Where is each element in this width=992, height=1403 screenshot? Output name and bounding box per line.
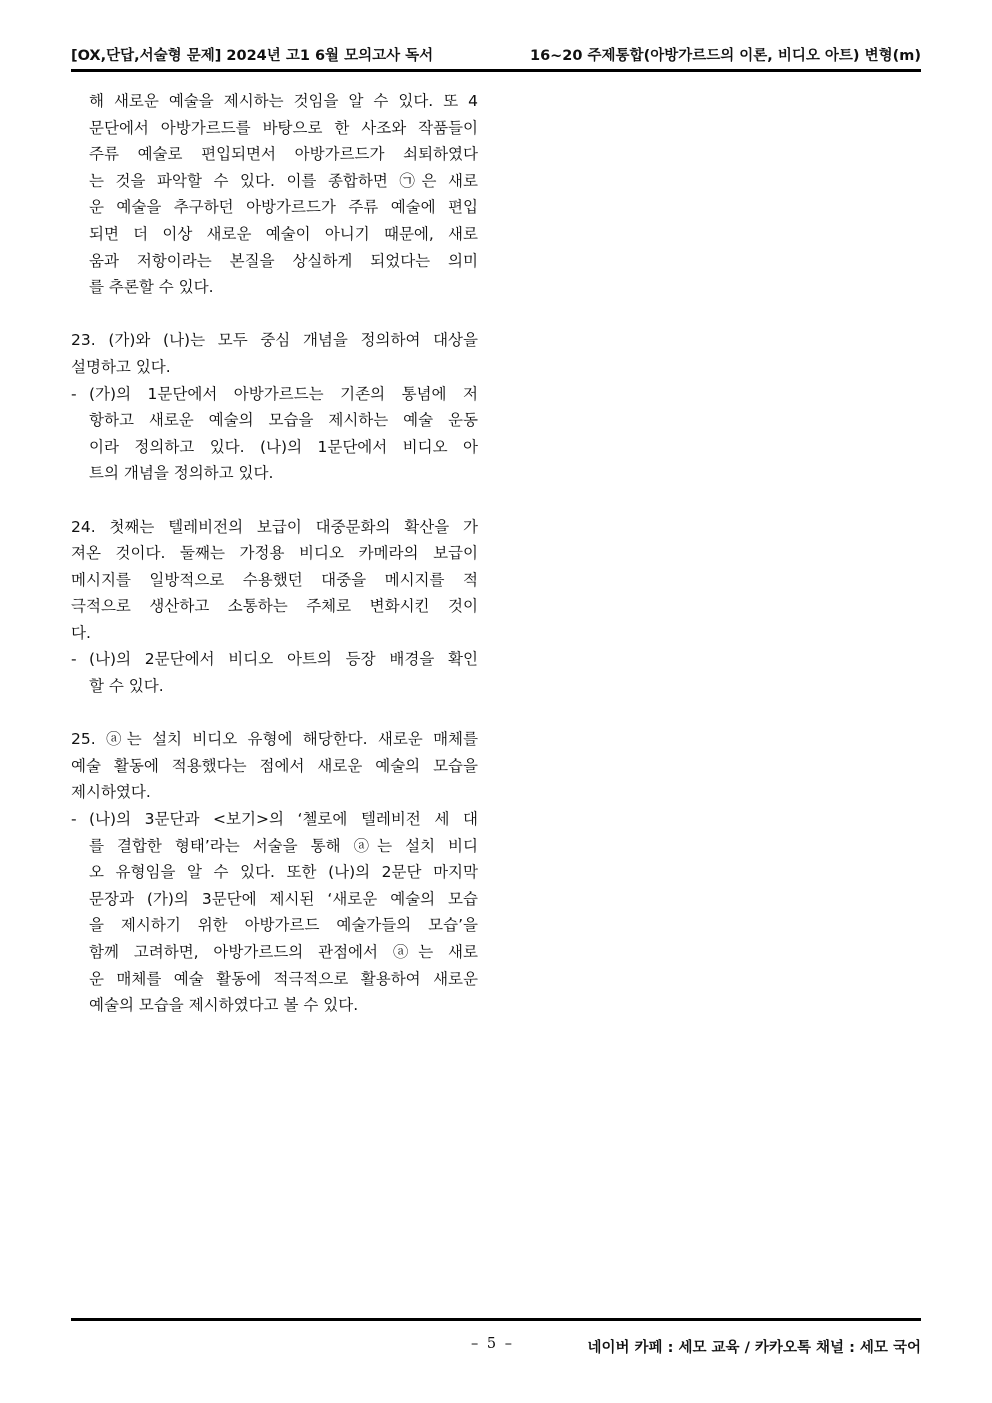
text-line: 예술의 모습을 제시하였다고 볼 수 있다. <box>89 996 359 1015</box>
footer-channel-info: 네이버 카페 : 세모 교육 / 카카오톡 채널 : 세모 국어 <box>587 1340 921 1356</box>
footer-divider <box>71 1318 921 1321</box>
spacer <box>71 487 478 514</box>
text-line: 오 유형임을 알 수 있다. 또한 (나)의 2문단 마지막 <box>89 863 478 882</box>
text-line: 다. <box>71 623 91 642</box>
question-24-explanation <box>71 646 478 699</box>
text-line: 함께 고려하면, 아방가르드의 관점에서 ⓐ는 새로 <box>89 943 478 961</box>
text-line: 해 새로운 예술을 제시하는 것임을 알 수 있다. 또 4 <box>89 92 478 110</box>
spacer <box>71 301 478 328</box>
continuation-explanation <box>71 88 478 301</box>
text-line: 문장과 (가)의 3문단에 제시된 ‘새로운 예술의 모습 <box>89 889 478 908</box>
text-line: 예술 활동에 적용했다는 점에서 새로운 예술의 모습을 <box>71 756 478 775</box>
text-line: 운 예술을 추구하던 아방가르드가 주류 예술에 편입 <box>89 198 478 217</box>
question-23-explanation <box>71 381 478 487</box>
text-line: 는 것을 파악할 수 있다. 이를 종합하면 ㉠은 새로 <box>89 171 478 190</box>
text-line: 되면 더 이상 새로운 예술이 아니기 때문에, 새로 <box>89 224 478 243</box>
question-25-answer <box>71 726 478 806</box>
content-column <box>71 88 478 1019</box>
text-line: 주류 예술로 편입되면서 아방가르드가 쇠퇴하였다 <box>89 145 478 164</box>
text-line: (나)의 3문단과 <보기>의 ‘첼로에 텔레비전 세 대 <box>89 810 478 829</box>
header-divider <box>71 69 921 72</box>
text-line: (가)의 1문단에서 아방가르드는 기존의 통념에 저 <box>89 384 478 403</box>
spacer <box>71 700 478 727</box>
text-line: 할 수 있다. <box>89 677 164 696</box>
text-line: 문단에서 아방가르드를 바탕으로 한 사조와 작품들이 <box>89 118 478 137</box>
dash-marker: - <box>71 384 77 403</box>
page-footer <box>71 1336 921 1358</box>
text-line: 24. 첫째는 텔레비전의 보급이 대중문화의 확산을 가 <box>71 517 478 536</box>
dash-marker: - <box>71 810 77 829</box>
text-line: 움과 저항이라는 본질을 상실하게 되었다는 의미 <box>89 251 478 270</box>
header-title: [OX,단답,서술형 문제] 2024년 고1 6월 모의고사 독서 <box>71 48 434 64</box>
text-line: 25. ⓐ는 설치 비디오 유형에 해당한다. 새로운 매체를 <box>71 730 478 749</box>
text-line: 메시지를 일방적으로 수용했던 대중을 메시지를 적 <box>71 570 478 589</box>
text-line: 를 추론할 수 있다. <box>89 278 214 297</box>
question-23-answer <box>71 327 478 380</box>
text-line: 항하고 새로운 예술의 모습을 제시하는 예술 운동 <box>89 411 478 430</box>
page-number: – 5 – <box>471 1336 514 1352</box>
text-line: 를 결합한 형태’라는 서술을 통해 ⓐ는 설치 비디 <box>89 836 478 855</box>
question-25-explanation <box>71 806 478 1019</box>
text-line: 23. (가)와 (나)는 모두 중심 개념을 정의하여 대상을 <box>71 331 478 350</box>
text-line: 극적으로 생산하고 소통하는 주체로 변화시킨 것이 <box>71 597 478 616</box>
header-subtitle: 16~20 주제통합(아방가르드의 이론, 비디오 아트) 변형(m) <box>529 48 921 64</box>
dash-marker: - <box>71 650 77 669</box>
text-line: 이라 정의하고 있다. (나)의 1문단에서 비디오 아 <box>89 437 478 456</box>
text-line: (나)의 2문단에서 비디오 아트의 등장 배경을 확인 <box>89 650 478 669</box>
page-header <box>71 44 921 68</box>
text-line: 트의 개념을 정의하고 있다. <box>89 464 274 483</box>
text-line: 설명하고 있다. <box>71 357 171 376</box>
text-line: 을 제시하기 위한 아방가르드 예술가들의 모습’을 <box>89 916 478 935</box>
text-line: 제시하였다. <box>71 783 151 802</box>
text-line: 져온 것이다. 둘째는 가정용 비디오 카메라의 보급이 <box>71 544 478 563</box>
text-line: 운 매체를 예술 활동에 적극적으로 활용하여 새로운 <box>89 969 478 988</box>
question-24-answer <box>71 514 478 647</box>
